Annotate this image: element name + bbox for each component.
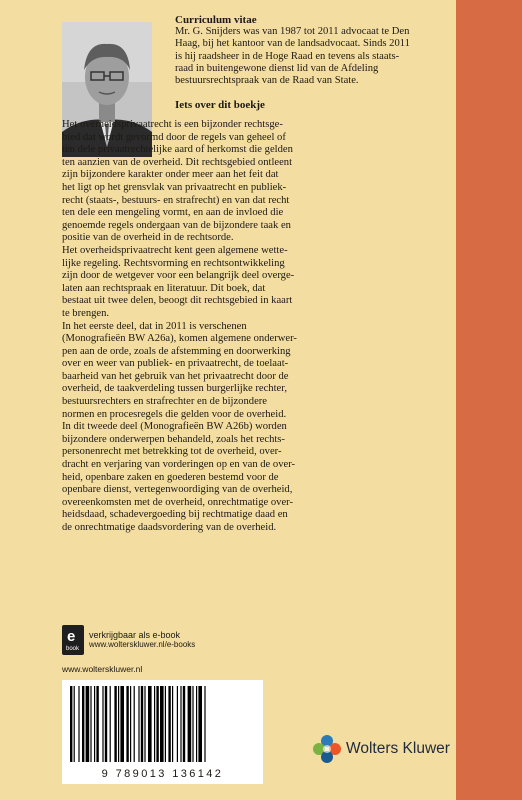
barcode-bar — [96, 686, 98, 762]
cv-line: bestuursrechtspraak van de Raad van State. — [175, 75, 359, 87]
barcode-bar — [204, 686, 205, 762]
isbn-barcode — [62, 680, 263, 784]
barcode-bar — [172, 686, 173, 762]
ebook-icon-sub: book — [66, 646, 80, 652]
barcode-bar — [82, 686, 84, 762]
cv-line: raad in buitengewone dienst lid van de Afdeling — [175, 62, 379, 74]
body-line: baarheid van het gebruik van het privaatrecht door de — [62, 370, 289, 382]
body-line: bestuursrechters en strafrechter en de bijzondere — [62, 396, 268, 408]
body-line: bijzondere onderwerpen behandeld, zoals het rechts- — [62, 433, 285, 445]
barcode-bar — [160, 686, 164, 762]
body-line: personenrecht met betrekking tot de overheid, over- — [62, 446, 282, 458]
barcode-bar — [196, 686, 197, 762]
barcode-bar — [188, 686, 192, 762]
barcode-bar — [110, 686, 111, 762]
barcode-bar — [183, 686, 185, 762]
body-line: zijn bijzondere karakter onder meer aan het feit dat — [62, 169, 279, 181]
cv-line: Haag, bij het kantoor van de landsadvocaat. Sinds 2011 — [175, 38, 410, 50]
publisher-name: Wolters Kluwer — [346, 740, 450, 757]
ebook-badge — [62, 623, 195, 657]
body-line: bestaat uit twee delen, beoogt dit rechtsgebied in kaart — [62, 295, 293, 307]
body-line: lijke regeling. Rechtsvorming en rechtsontwikkeling — [62, 257, 285, 269]
barcode-bar — [130, 686, 131, 762]
ebook-icon — [62, 625, 84, 655]
cv-line: is hij raadsheer in de Hoge Raad en tevens als staats- — [175, 50, 400, 62]
body-line: Het overheidsprivaatrecht is een bijzonder rechtsge- — [62, 119, 283, 130]
body-line: In dit tweede deel (Monografieën BW A26b) worden — [62, 421, 287, 433]
about-heading: Iets over dit boekje — [175, 99, 265, 111]
body-line: heid, openbare zaken en goederen bestemd voor de — [62, 471, 279, 483]
barcode-bar — [156, 686, 158, 762]
about-heading-block — [175, 99, 443, 111]
body-line: de onrechtmatige daadsvordering van de overheid. — [62, 522, 277, 533]
barcode-bar — [141, 686, 143, 762]
barcode-bar — [114, 686, 116, 762]
body-line: pen aan de orde, zoals de afstemming en doorwerking — [62, 345, 291, 357]
barcode-bar — [144, 686, 145, 762]
website-url: www.wolterskluwer.nl — [62, 664, 143, 674]
ebook-text — [89, 630, 195, 650]
body-line: het ligt op het grensvlak van privaatrecht en publiek- — [62, 181, 287, 193]
barcode-bar — [126, 686, 128, 762]
body-line: laten aan rechtspraak en literatuur. Dit boek, dat — [62, 282, 266, 294]
barcode-bar — [105, 686, 107, 762]
body-line: zijn door de wetgever voor een belangrijk deel overge- — [62, 270, 295, 282]
body-line: overheid, de taakverdeling tussen burgerlijke rechter, — [62, 383, 287, 395]
barcode-bar — [102, 686, 103, 762]
barcode-bar — [165, 686, 166, 762]
body-line: bied dat wordt gevormd door de regels van geheel of — [62, 131, 286, 143]
barcode-bar — [94, 686, 95, 762]
barcode-bar — [70, 686, 72, 762]
body-line: heidsdaad, schadevergoeding bij rechtmatige daad en — [62, 509, 288, 521]
body-line: te brengen. — [62, 307, 110, 319]
body-line: ten dele privaatrechtelijke aard of herkomst die gelden — [62, 144, 293, 156]
barcode-bar — [168, 686, 170, 762]
barcode-bar — [78, 686, 79, 762]
cv-heading: Curriculum vitae — [175, 14, 257, 26]
body-line: recht (staats-, bestuurs- en strafrecht) en van dat recht — [62, 194, 290, 206]
publisher-logo — [312, 734, 450, 764]
barcode-bar — [154, 686, 155, 762]
body-line: (Monografieën BW A26a), komen algemene onderwer- — [62, 333, 297, 345]
barcode-bar — [86, 686, 90, 762]
barcode-bars — [70, 686, 255, 762]
barcode-bar — [74, 686, 75, 762]
body-line: positie van de overheid in de rechtsorde. — [62, 232, 234, 244]
body-line: ten dele een mengeling vormt, en aan de invloed die — [62, 207, 284, 219]
barcode-bar — [180, 686, 181, 762]
body-line: In het eerste deel, dat in 2011 is verschenen — [62, 320, 247, 332]
barcode-bar — [192, 686, 193, 762]
body-line: Het overheidsprivaatrecht kent geen algemene wette- — [62, 244, 288, 256]
ebook-line2: www.wolterskluwer.nl/e-books — [89, 640, 196, 649]
ebook-line1: verkrijgbaar als e-book — [89, 630, 181, 640]
barcode-bar — [134, 686, 135, 762]
wolters-kluwer-icon — [312, 734, 342, 764]
barcode-bar — [198, 686, 202, 762]
barcode-bar — [177, 686, 178, 762]
body-line: overeenkomsten met de overheid, onrechtmatige over- — [62, 496, 293, 508]
curriculum-vitae — [175, 14, 443, 87]
body-line: genoemde regels ondergaan van de bijzondere taak en — [62, 219, 291, 231]
ebook-icon-letter: e — [67, 628, 76, 645]
body-line: over en weer van publiek- en privaatrecht, de toelaat- — [62, 358, 289, 370]
about-body — [62, 119, 443, 535]
barcode-bar — [118, 686, 119, 762]
body-line: normen en procesregels die gelden voor de overheid. — [62, 408, 287, 420]
body-line: ten aanzien van de overheid. Dit rechtsgebied ontleent — [62, 156, 293, 168]
cv-line: Mr. G. Snijders was van 1987 tot 2011 advocaat te Den — [175, 26, 410, 38]
barcode-bar — [120, 686, 124, 762]
barcode-bar — [90, 686, 91, 762]
barcode-bar — [148, 686, 152, 762]
isbn-number: 9 789013 136142 — [101, 768, 224, 780]
body-line: dracht en verjaring van vorderingen op en van de over- — [62, 459, 296, 471]
body-line: openbare dienst, vertegenwoordiging van de overheid, — [62, 484, 293, 496]
barcode-bar — [138, 686, 139, 762]
spine-color-stripe — [456, 0, 522, 800]
